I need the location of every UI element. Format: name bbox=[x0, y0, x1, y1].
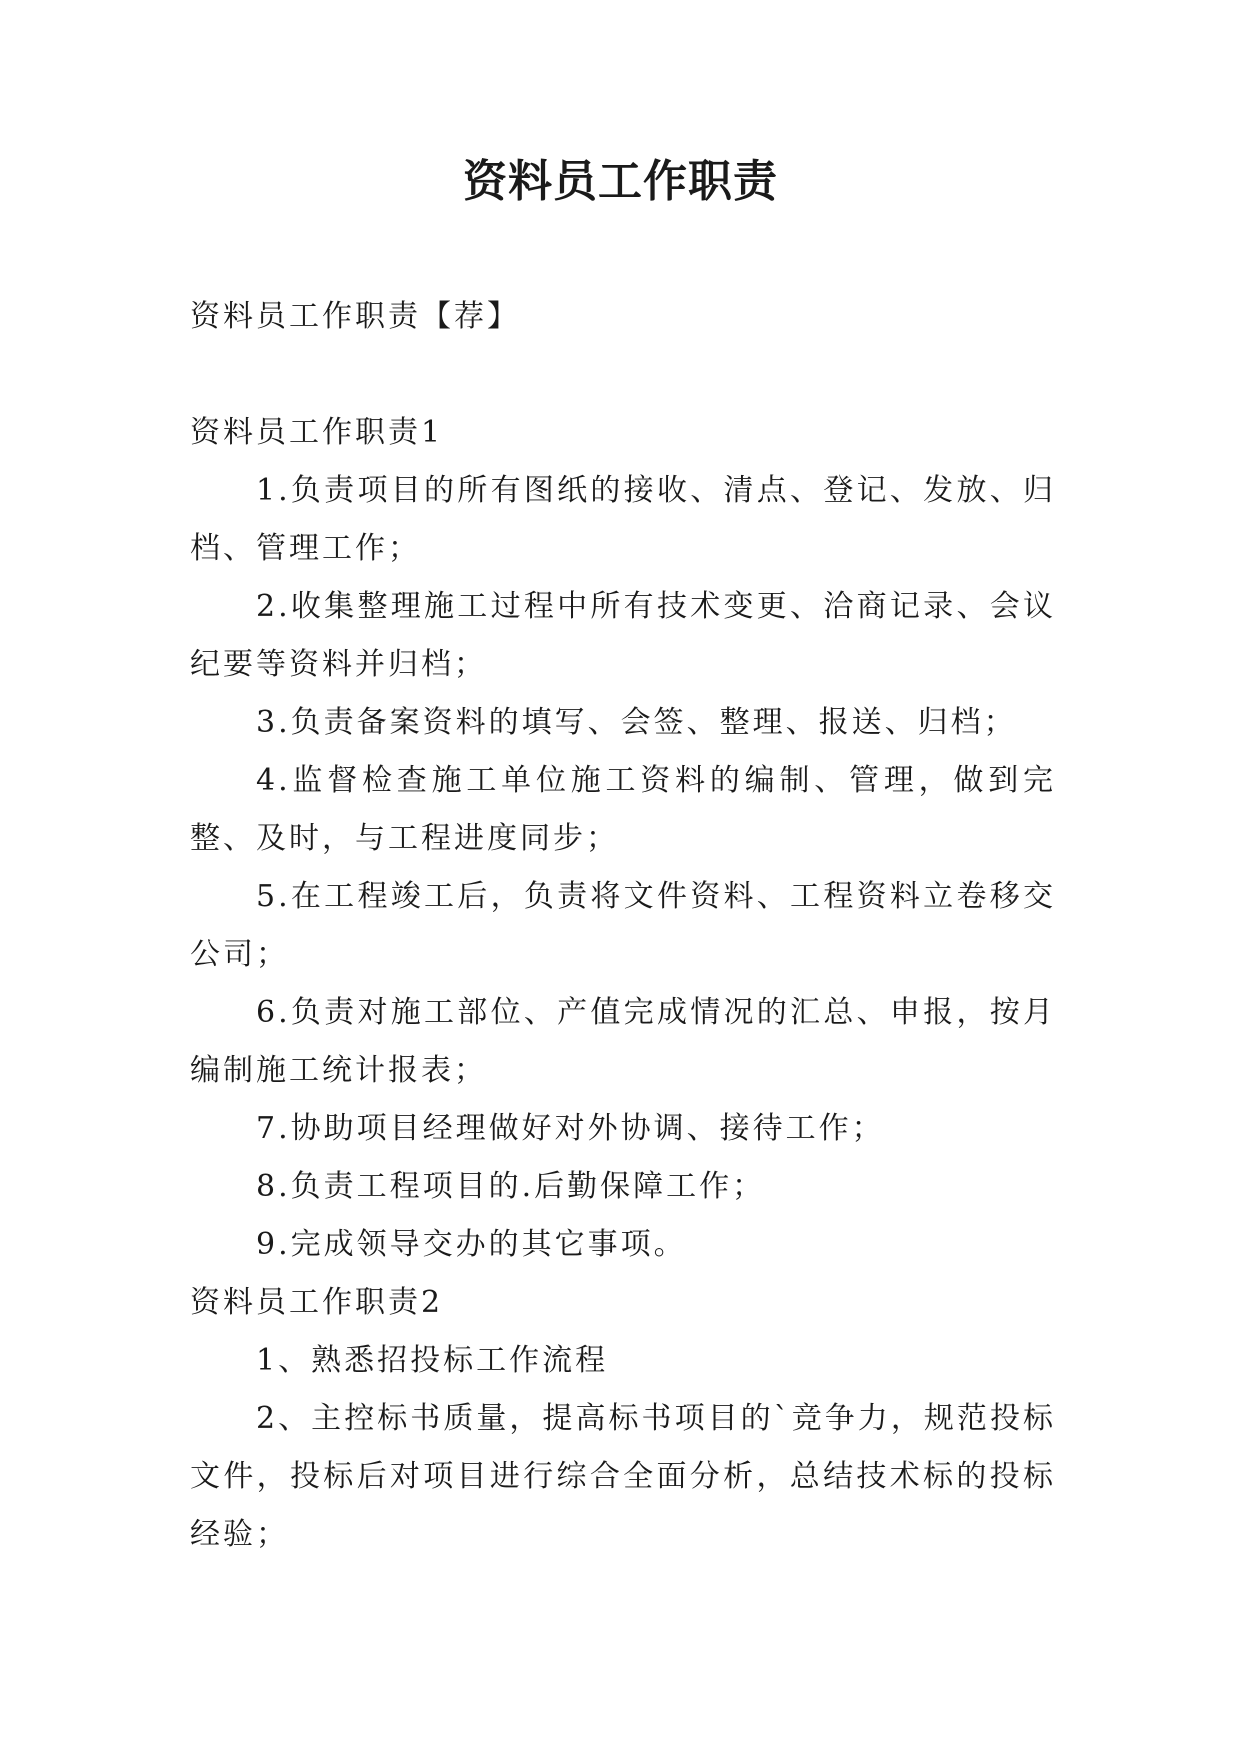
document-body bbox=[190, 288, 1056, 1564]
duty-item: 3.负责备案资料的填写、会签、整理、报送、归档； bbox=[256, 705, 1017, 740]
duty-item: 1.负责项目的所有图纸的接收、清点、登记、发放、归档、管理工作； bbox=[190, 473, 1056, 566]
duty-item: 2、主控标书质量，提高标书项目的`竞争力，规范投标文件，投标后对项目进行综合全面分析，总结技术标的投标经验； bbox=[190, 1401, 1056, 1552]
duty-item: 7.协助项目经理做好对外协调、接待工作； bbox=[256, 1111, 885, 1146]
duty-item: 4.监督检查施工单位施工资料的编制、管理，做到完整、及时，与工程进度同步； bbox=[190, 763, 1056, 856]
section-heading: 资料员工作职责2 bbox=[190, 1285, 444, 1320]
duty-item: 6.负责对施工部位、产值完成情况的汇总、申报，按月编制施工统计报表； bbox=[190, 995, 1056, 1088]
duty-item: 5.在工程竣工后，负责将文件资料、工程资料立卷移交公司； bbox=[190, 879, 1056, 972]
duty-item: 8.负责工程项目的.后勤保障工作； bbox=[256, 1169, 766, 1204]
document-title: 资料员工作职责 bbox=[463, 156, 778, 207]
section-heading: 资料员工作职责1 bbox=[190, 415, 444, 450]
duty-item: 9.完成领导交办的其它事项。 bbox=[256, 1227, 687, 1262]
duty-item: 1、熟悉招投标工作流程 bbox=[256, 1343, 609, 1378]
duty-item: 2.收集整理施工过程中所有技术变更、洽商记录、会议纪要等资料并归档； bbox=[190, 589, 1056, 682]
document-subtitle: 资料员工作职责【荐】 bbox=[190, 299, 520, 334]
